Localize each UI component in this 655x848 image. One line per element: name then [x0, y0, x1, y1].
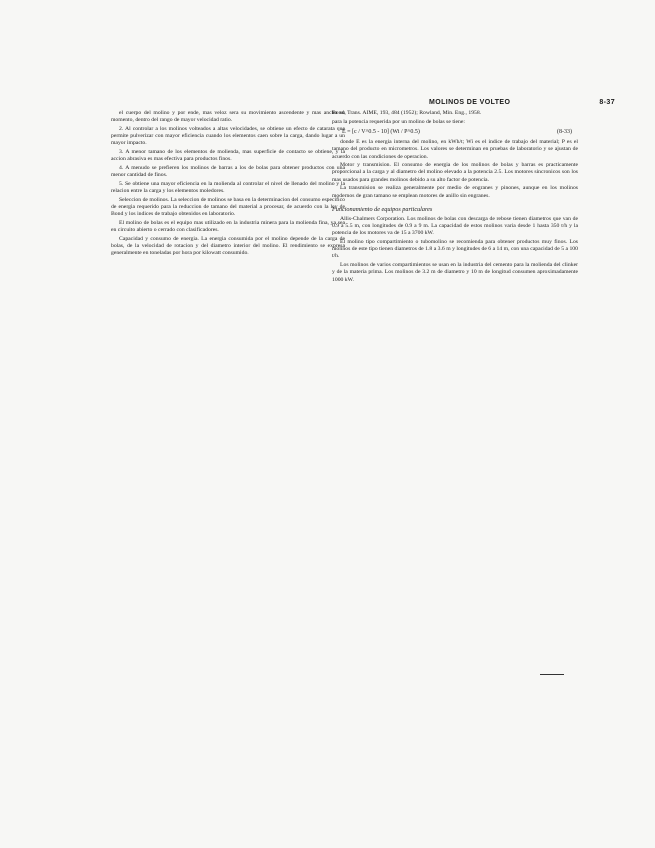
paragraph: el cuerpo del molino y por ende, mas veloz sera su movimiento ascendente y mas ancho su momento, dentro del rango de mayor velocidad ratio.	[111, 110, 345, 124]
section-title: MOLINOS DE VOLTEO	[429, 99, 511, 106]
paragraph: donde E es la energia interna del molino, en kWh/t; Wi es el indice de trabajo del material; P es el tamano del producto en micrometros. Los valores se determinan en pruebas de laboratorio y se ajustan de acuerdo con las condiciones de operacion.	[332, 139, 578, 160]
paragraph: Motor y transmision. El consumo de energia de los molinos de bolas y barras es practicamente proporcional a la carga y al diametro del molino elevado a la potencia 2.5. Los motores sincronicos son los mas usados para grandes molinos debido a su alto factor de potencia.	[332, 162, 578, 183]
equation	[342, 129, 572, 136]
equation-body: E = [c / V^0.5 - 10] (Wi / P^0.5)	[342, 128, 420, 135]
equation-number: (8-33)	[557, 128, 572, 135]
paragraph: La transmision se realiza generalmente por medio de engranes y pinones, aunque en los molinos modernos de gran tamano se emplean motores de anillo sin engranes.	[332, 185, 578, 199]
paragraph: 4. A menudo se prefieren los molinos de barras a los de bolas para obtener productos con una menor cantidad de finos.	[111, 164, 345, 179]
paragraph: Capacidad y consumo de energia. La energia consumida por el molino depende de la carga de bolas, de la velocidad de rotacion y del diametro interior del molino. El rendimiento se expresa generalmente en toneladas por hora por kilowatt consumido.	[111, 235, 345, 257]
page-number: 8-37	[599, 99, 615, 106]
paragraph: 5. Se obtiene una mayor eficiencia en la molienda al controlar el nivel de llenado del molino y la relacion entre la carga y los elementos moledores.	[111, 180, 345, 195]
section-heading: Funcionamiento de equipos particulares	[332, 205, 433, 213]
equation-intro: para la potencia requerida por un molino de bolas se tiene:	[332, 118, 465, 125]
right-column	[332, 110, 578, 772]
paragraph: Los molinos de varios compartimientos se usan en la industria del cemento para la molienda del clinker y de la materia prima. Los molinos de 3.2 m de diametro y 10 m de longitud consumen aproximadamente 1000 kW.	[332, 262, 578, 283]
paragraph: 3. A menor tamano de los elementos de molienda, mas superficie de contacto se obtiene, y la accion abrasiva es mas efectiva para productos finos.	[111, 149, 345, 163]
paragraph: El molino de bolas es el equipo mas utilizado en la industria minera para la molienda fina, ya sea en circuito abierto o cerrado con clasificadores.	[111, 219, 345, 234]
left-column	[111, 110, 345, 772]
paragraph: El molino tipo compartimiento o tubomolino se recomienda para obtener productos muy finos. Los molinos de este tipo tienen diametros de 1.8 a 3.6 m y longitudes de 6 a 14 m, con una capacidad de 5 a 100 t/h.	[332, 239, 578, 260]
running-header	[429, 99, 615, 106]
paragraph: Seleccion de molinos. La seleccion de molinos se basa en la determinacion del consumo especifico de energia requerido para la reduccion de tamano del material a procesar, de acuerdo con la ley de Bond y los indices de trabajo obtenidos en laboratorio.	[111, 196, 345, 218]
footnote-rule	[540, 674, 564, 675]
citation: Bond, Trans. AIME, 193, 484 (1952); Rowland, Min. Eng., 1958.	[332, 110, 482, 116]
paragraph: Allis-Chalmers Corporation. Los molinos de bolas con descarga de rebose tienen diametros que van de 0.9 a 5.5 m, con longitudes de 0.9 a 9 m. La capacidad de estos molinos varia desde 1 hasta 350 t/h y la potencia de los motores va de 15 a 3700 kW.	[332, 215, 578, 237]
paragraph: 2. Al controlar a los molinos volteados a altas velocidades, se obtiene un efecto de catarata que permite pulverizar con mayor eficiencia cuando los elementos caen sobre la carga, dando lugar a un mayor impacto.	[111, 125, 345, 147]
